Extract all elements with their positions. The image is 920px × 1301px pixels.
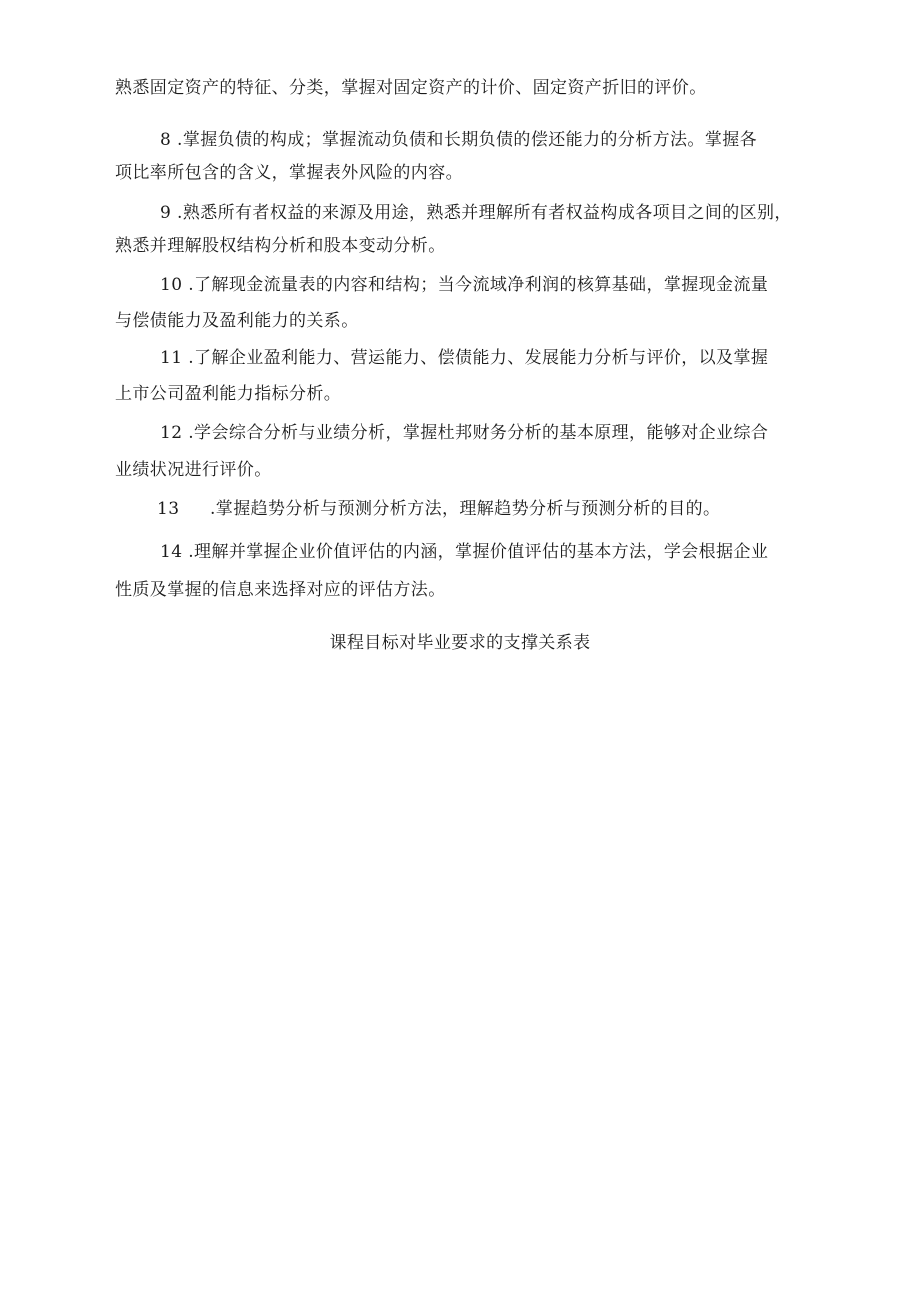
paragraph-8-line-2: 项比率所包含的含义，掌握表外风险的内容。 xyxy=(115,163,463,183)
paragraph-11-line-2: 上市公司盈利能力指标分析。 xyxy=(115,384,342,404)
table-caption: 课程目标对毕业要求的支撑关系表 xyxy=(329,633,591,653)
paragraph-12-line-2: 业绩状况进行评价。 xyxy=(115,460,272,480)
paragraph-11-line-1: 11 .了解企业盈利能力、营运能力、偿债能力、发展能力分析与评价，以及掌握 xyxy=(160,348,769,368)
paragraph-8-line-1: 8 .掌握负债的构成；掌握流动负债和长期负债的偿还能力的分析方法。掌握各 xyxy=(160,130,758,150)
paragraph-12-line-1: 12 .学会综合分析与业绩分析，掌握杜邦财务分析的基本原理，能够对企业综合 xyxy=(160,423,769,443)
paragraph-9-line-1: 9 .熟悉所有者权益的来源及用途，熟悉并理解所有者权益构成各项目之间的区别， xyxy=(160,203,792,223)
paragraph-13-number: 13 xyxy=(157,499,180,519)
paragraph-7-line-2: 熟悉固定资产的特征、分类，掌握对固定资产的计价、固定资产折旧的评价。 xyxy=(115,78,707,98)
paragraph-14-line-1: 14 .理解并掌握企业价值评估的内涵，掌握价值评估的基本方法，学会根据企业 xyxy=(160,542,769,562)
paragraph-10-line-2: 与偿债能力及盈利能力的关系。 xyxy=(115,311,359,331)
paragraph-13-text: .掌握趋势分析与预测分析方法，理解趋势分析与预测分析的目的。 xyxy=(210,499,721,519)
paragraph-10-line-1: 10 .了解现金流量表的内容和结构；当今流域净利润的核算基础，掌握现金流量 xyxy=(160,275,769,295)
paragraph-9-line-2: 熟悉并理解股权结构分析和股本变动分析。 xyxy=(115,236,446,256)
paragraph-14-line-2: 性质及掌握的信息来选择对应的评估方法。 xyxy=(115,580,446,600)
